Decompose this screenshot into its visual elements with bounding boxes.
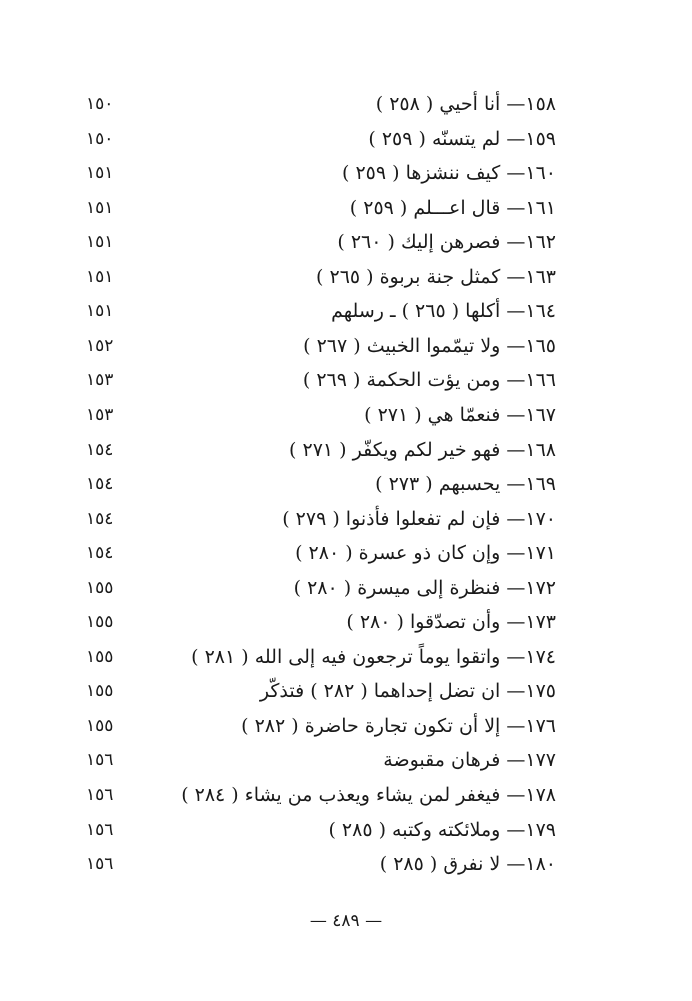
index-entry-page: ١٥٥ [86,681,114,702]
index-entry-page: ١٥٤ [86,474,114,495]
index-entry-text: ١٥٨— أنا أحيي ( ٢٥٨ ) [375,93,556,115]
index-row [0,813,692,847]
index-entry-page: ١٥٤ [86,543,114,564]
page-number: — ٤٨٩ — [309,911,383,931]
index-entry-text: ١٧٢— فنظرة إلى ميسرة ( ٢٨٠ ) [293,576,556,599]
index-entry-text: ١٦٧— فنعمّا هي ( ٢٧١ ) [364,403,556,426]
index-row [0,122,692,156]
index-entry-text: ١٨٠— لا نفرق ( ٢٨٥ ) [379,853,556,876]
index-entry-page: ١٥٤ [86,439,114,460]
index-entry-text: ١٦٥— ولا تيمّموا الخبيث ( ٢٦٧ ) [303,334,556,357]
index-entry-text: ١٦٢— فصرهن إليك ( ٢٦٠ ) [337,231,556,254]
index-entry-text: ١٧٧— فرهان مقبوضة [383,749,556,772]
index-entry-text: ١٦٣— كمثل جنة بربوة ( ٢٦٥ ) [316,265,556,288]
index-row [0,329,692,363]
index-row [0,156,692,190]
index-entry-page: ١٥٤ [86,508,114,529]
index-entry-page: ١٥٥ [86,577,114,598]
index-entry-text: ١٦٦— ومن يؤت الحكمة ( ٢٦٩ ) [302,369,556,392]
index-entry-page: ١٥١ [86,197,114,218]
index-entry-text: ١٧٥— ان تضل إحداهما ( ٢٨٢ ) فتذكّر [259,680,556,703]
index-row [0,674,692,708]
index-entry-text: ١٧٤— واتقوا يوماً ترجعون فيه إلى الله ( ٢٨١ ) [191,645,556,668]
index-row [0,502,692,536]
index-row [0,363,692,397]
index-row [0,640,692,674]
index-entry-page: ١٥١ [86,266,114,287]
index-entry-text: ١٧٩— وملائكته وكتبه ( ٢٨٥ ) [328,818,556,841]
index-entry-page: ١٥٦ [86,750,114,771]
index-row [0,87,692,121]
index-entry-page: ١٥٥ [86,715,114,736]
index-entry-page: ١٥٣ [86,404,114,425]
index-entry-text: ١٦٩— يحسبهم ( ٢٧٣ ) [375,473,556,496]
index-row [0,191,692,225]
index-entry-text: ١٧١— وإن كان ذو عسرة ( ٢٨٠ ) [295,542,556,565]
index-entry-text: ١٦٠— كيف ننشزها ( ٢٥٩ ) [342,162,556,185]
index-entry-page: ١٥٠ [86,128,114,149]
index-row [0,294,692,328]
index-row [0,225,692,259]
index-row [0,847,692,881]
index-entry-page: ١٥٦ [86,854,114,875]
index-row [0,743,692,777]
index-entry-text: ١٦١— قال اعـــلم ( ٢٥٩ ) [349,196,556,219]
index-entry-text: ١٧٠— فإن لم تفعلوا فأذنوا ( ٢٧٩ ) [282,507,556,530]
index-entry-page: ١٥١ [86,301,114,322]
index-row [0,467,692,501]
index-row [0,260,692,294]
index-row [0,433,692,467]
index-entry-page: ١٥٦ [86,819,114,840]
index-entry-text: ١٥٩— لم يتسنّه ( ٢٥٩ ) [368,127,556,150]
index-entry-page: ١٥١ [86,163,114,184]
index-entry-text: ١٦٤— أكلها ( ٢٦٥ ) ـ رسلهم [331,300,556,323]
index-row [0,709,692,743]
index-entry-page: ١٥٥ [86,612,114,633]
index-entry-page: ١٥٣ [86,370,114,391]
index-entry-page: ١٥١ [86,232,114,253]
index-entry-text: ١٧٦— إلا أن تكون تجارة حاضرة ( ٢٨٢ ) [241,714,556,737]
index-row [0,571,692,605]
index-entry-text: ١٧٣— وأن تصدّقوا ( ٢٨٠ ) [346,611,556,634]
index-row [0,605,692,639]
index-entry-page: ١٥٥ [86,646,114,667]
index-entry-page: ١٥٠ [86,94,114,114]
index-entry-page: ١٥٦ [86,785,114,805]
index-row [0,398,692,432]
index-entry-text: ١٧٨— فيغفر لمن يشاء ويعذب من يشاء ( ٢٨٤ ) [181,784,556,806]
index-row [0,536,692,570]
index-row [0,778,692,812]
index-entry-page: ١٥٢ [86,335,114,356]
index-entry-text: ١٦٨— فهو خير لكم ويكفّر ( ٢٧١ ) [289,438,556,461]
